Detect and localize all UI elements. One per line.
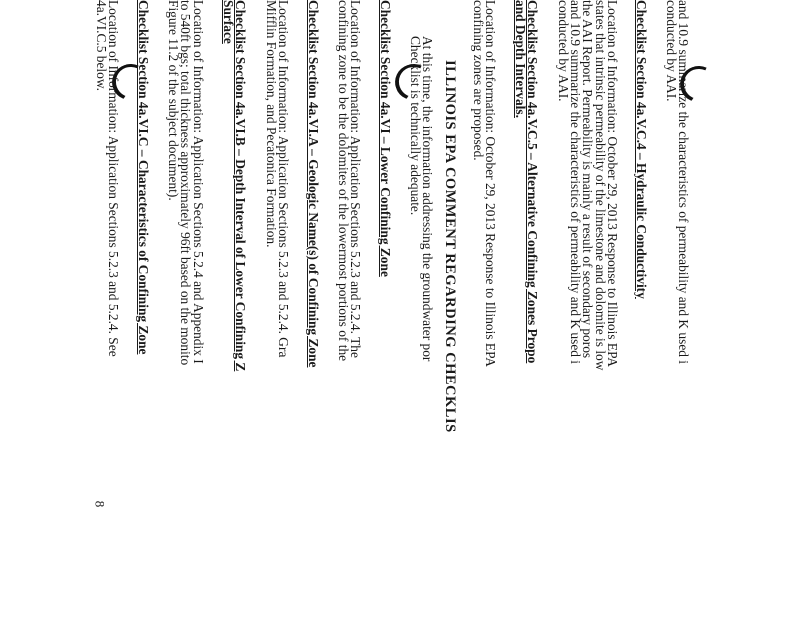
- body-text-line: to 540ft bgs; total thickness approximately 96ft based on the monito: [178, 0, 194, 366]
- body-text-line: conducted by AAI.: [555, 0, 571, 102]
- body-text-line: confining zones are proposed.: [471, 0, 487, 161]
- body-text-line: confining zone to be the dolomites of the lowermost portions of the: [335, 0, 351, 362]
- section-heading: Checklist Section 4a.VI.B – Depth Interval of Lower Confining Z: [233, 0, 249, 372]
- body-text-line: Checklist is technically adequate.: [408, 36, 424, 216]
- body-text-line: and 10.9 summarize the characteristics of permeability and K used i: [676, 0, 692, 365]
- section-heading: Checklist Section 4a.VI – Lower Confining Zone: [377, 0, 393, 277]
- body-text-line: Location of Information: October 29, 2013 Response to Illinois EPA: [604, 0, 620, 367]
- body-text-line: Location of Information: October 29, 2013 Response to Illinois EPA: [483, 0, 499, 367]
- body-text-line: 4a.VI.C.5 below.: [93, 0, 109, 91]
- body-text-line: Location of Information: Application Sections 5.2.3 and 5.2.4. The: [348, 0, 364, 358]
- body-text-line: ILLINOIS EPA COMMENT REGARDING CHECKLIS: [442, 60, 459, 433]
- section-heading: and Depth Intervals.: [512, 0, 528, 118]
- body-text-line: states that intrinsic permeability of the limestone and dolomite is low: [592, 0, 608, 371]
- page-number: 8: [92, 500, 108, 508]
- section-heading: Checklist Section 4a.VI.C – Characteristics of Confining Zone: [135, 0, 151, 355]
- section-heading: Checklist Section 4a.V.C.4 – Hydraulic Conductivity: [634, 0, 650, 299]
- section-heading: Checklist Section 4a.VI.A – Geologic Name(s) of Confining Zone: [305, 0, 321, 368]
- body-text-line: conducted by AAI.: [663, 0, 679, 102]
- section-heading: Surface: [221, 0, 237, 44]
- body-text-line: and 10.9 summarize the characteristics of permeability and K used i: [567, 0, 583, 365]
- body-text-line: Figure 11.2 of the subject document).: [166, 0, 182, 201]
- body-text-line: Location of Information: Application Sections 5.2.3 and 5.2.4. Gra: [276, 0, 291, 358]
- body-text-line: the AAI Report. Permeability is mainly a result of secondary poros: [580, 0, 596, 359]
- body-text-line: Location of Information: Application Sections 5.2.4 and Appendix I: [190, 0, 206, 364]
- rotated-document-page: [70, 0, 700, 600]
- body-text-line: At this time, the information addressing the groundwater por: [420, 36, 436, 362]
- section-heading: Checklist Section 4a.V.C.5 – Alternative Confining Zones Propo: [525, 0, 541, 364]
- body-text-line: Location of Information: Application Sections 5.2.3 and 5.2.4. See: [106, 0, 122, 357]
- body-text-line: Mifflin Formation, and Pecatonica Formation.: [263, 0, 279, 248]
